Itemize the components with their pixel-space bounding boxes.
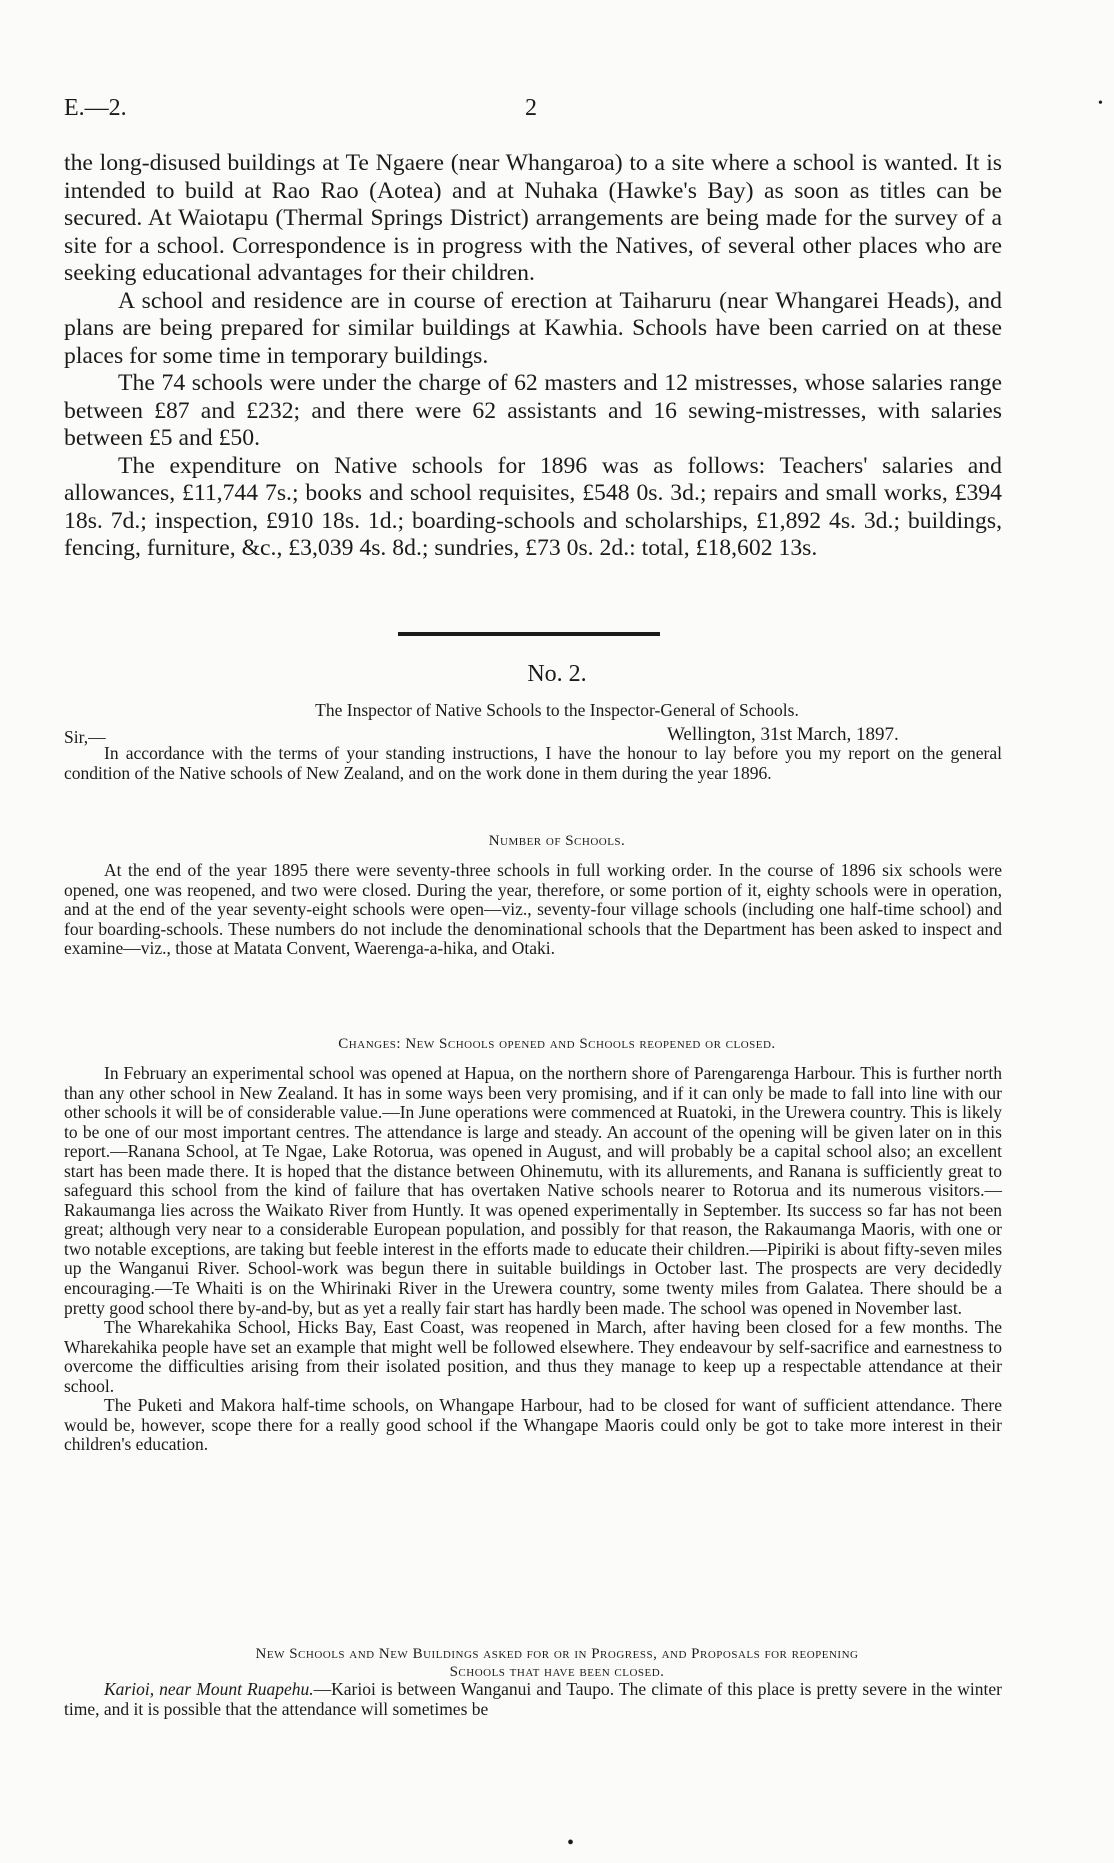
- section-heading-new-schools: [0, 1645, 1114, 1681]
- intro-section: [64, 150, 1002, 563]
- intro-paragraph: A school and residence are in course of erection at Taiharuru (near Whangarei Heads), and plans are being prepared for similar buildings at Kawhia. Schools have been carried on at these places for some time in temporary buildings.: [64, 287, 1002, 369]
- karioi-paragraph: [64, 1680, 1002, 1719]
- changes-paragraph: In February an experimental school was opened at Hapua, on the northern shore of Parengarenga Harbour. This is further north than any other school in New Zealand. It has in some ways been very promising, and if it can only be made to fall into line with our other schools it will be of considerable value.—In June operations were commenced at Ruatoki, in the Urewera country. This is likely to be one of our most important centres. The attendance is large and steady. An account of the opening will be given later on in this report.—Ranana School, at Te Ngae, Lake Rotorua, was opened in August, and will probably be a capital school also; an excellent start has been made there. It is hoped that the distance between Ohinemutu, with its allurements, and Ranana is sufficiently great to safeguard this school from the kind of failure that has overtaken Native schools nearer to Rotorua and its numerous visitors.—Rakaumanga lies across the Waikato River from Huntly. It was opened experimentally in September. Its success so far has not been great; although very near to a considerable European population, and possibly for that reason, the Rakaumanga Maoris, with one or two notable exceptions, are taking but feeble interest in the efforts made to educate their children.—Pipiriki is about fifty-seven miles up the Wanganui River. School-work was begun there in suitable buildings in October last. The prospects are very decidedly encouraging.—Te Whaiti is on the Whirinaki River in the Urewera country, some twenty miles from Galatea. There should be a pretty good school there by-and-by, but as yet a really fair start has hardly been made. The school was opened in November last.: [64, 1063, 1002, 1318]
- heading-line: Schools that have been closed.: [449, 1664, 665, 1680]
- footer-mark: •: [567, 1832, 575, 1854]
- salutation: Sir,—: [64, 727, 106, 747]
- karioi-text: —Karioi is between Wanganui and Taupo. The climate of this place is pretty severe in the winter time, and it is possible that the attendance will sometimes be: [64, 1679, 1002, 1719]
- opening-paragraph: In accordance with the terms of your standing instructions, I have the honour to lay before you my report on the general condition of the Native schools of New Zealand, and on the work done in them during the year 1896.: [64, 743, 1002, 783]
- number-paragraph: At the end of the year 1895 there were seventy-three schools in full working order. In the course of 1896 six schools were opened, one was reopened, and two were closed. During the year, therefore, or some portion of it, eighty schools were in operation, and at the end of the year seventy-eight schools were open—viz., seventy-four village schools (including one half-time school) and four boarding-schools. These numbers do not include the denominational schools that the Department has been asked to inspect and examine—viz., those at Matata Convent, Waerenga-a-hika, and Otaki.: [64, 860, 1002, 959]
- dateline: Wellington, 31st March, 1897.: [667, 724, 899, 745]
- changes-paragraph: The Puketi and Makora half-time schools, on Whangape Harbour, had to be closed for want of sufficient attendance. There would be, however, scope there for a really good school if the Whangape Maoris could only be got to take more interest in their children's education.: [64, 1395, 1002, 1455]
- heading-line: New Schools and New Buildings asked for or in Progress, and Proposals for reopening: [255, 1646, 859, 1662]
- section-heading-number: Number of Schools.: [488, 833, 626, 849]
- intro-paragraph: the long-disused buildings at Te Ngaere (near Whangaroa) to a site where a school is wanted. It is intended to build at Rao Rao (Aotea) and at Nuhaka (Hawke's Bay) as soon as titles can be secured. At Waiotapu (Thermal Springs District) arrangements are being made for the survey of a site for a school. Correspondence is in progress with the Natives, of several other places who are seeking educational advantages for their children.: [64, 150, 1002, 286]
- changes-paragraph: The Wharekahika School, Hicks Bay, East Coast, was reopened in March, after having been closed for a few months. The Wharekahika people have set an example that might well be followed elsewhere. They endeavour by self-sacrifice and earnestness to overcome the difficulties arising from their isolated position, and thus they manage to keep up a respectable attendance at their school.: [64, 1317, 1002, 1396]
- section-divider: [398, 632, 660, 636]
- intro-paragraph: The 74 schools were under the charge of 62 masters and 12 mistresses, whose salaries range between £87 and £232; and there were 62 assistants and 16 sewing-mistresses, with salaries between £5 and £50.: [64, 370, 1002, 451]
- report-number: No. 2.: [527, 661, 587, 687]
- changes-section: [64, 1064, 1002, 1455]
- number-section: [64, 861, 1002, 959]
- intro-paragraph: The expenditure on Native schools for 1896 was as follows: Teachers' salaries and allowances, £11,744 7s.; books and school requisites, £548 0s. 3d.; repairs and small works, £394 18s. 7d.; inspection, £910 18s. 1d.; boarding-schools and scholarships, £1,892 4s. 3d.; buildings, fencing, furniture, &c., £3,039 4s. 8d.; sundries, £73 0s. 2d.: total, £18,602 13s.: [64, 452, 1002, 561]
- corner-mark: •: [1098, 96, 1103, 111]
- new-schools-section: [64, 1680, 1002, 1719]
- page-number: 2: [525, 95, 537, 121]
- karioi-label: Karioi, near Mount Ruapehu.: [104, 1679, 314, 1699]
- document-reference: E.—2.: [64, 95, 127, 121]
- report-subtitle: The Inspector of Native Schools to the Inspector-General of Schools.: [315, 700, 799, 720]
- opening-section: [64, 744, 1002, 783]
- section-heading-changes: Changes: New Schools opened and Schools reopened or closed.: [338, 1036, 776, 1052]
